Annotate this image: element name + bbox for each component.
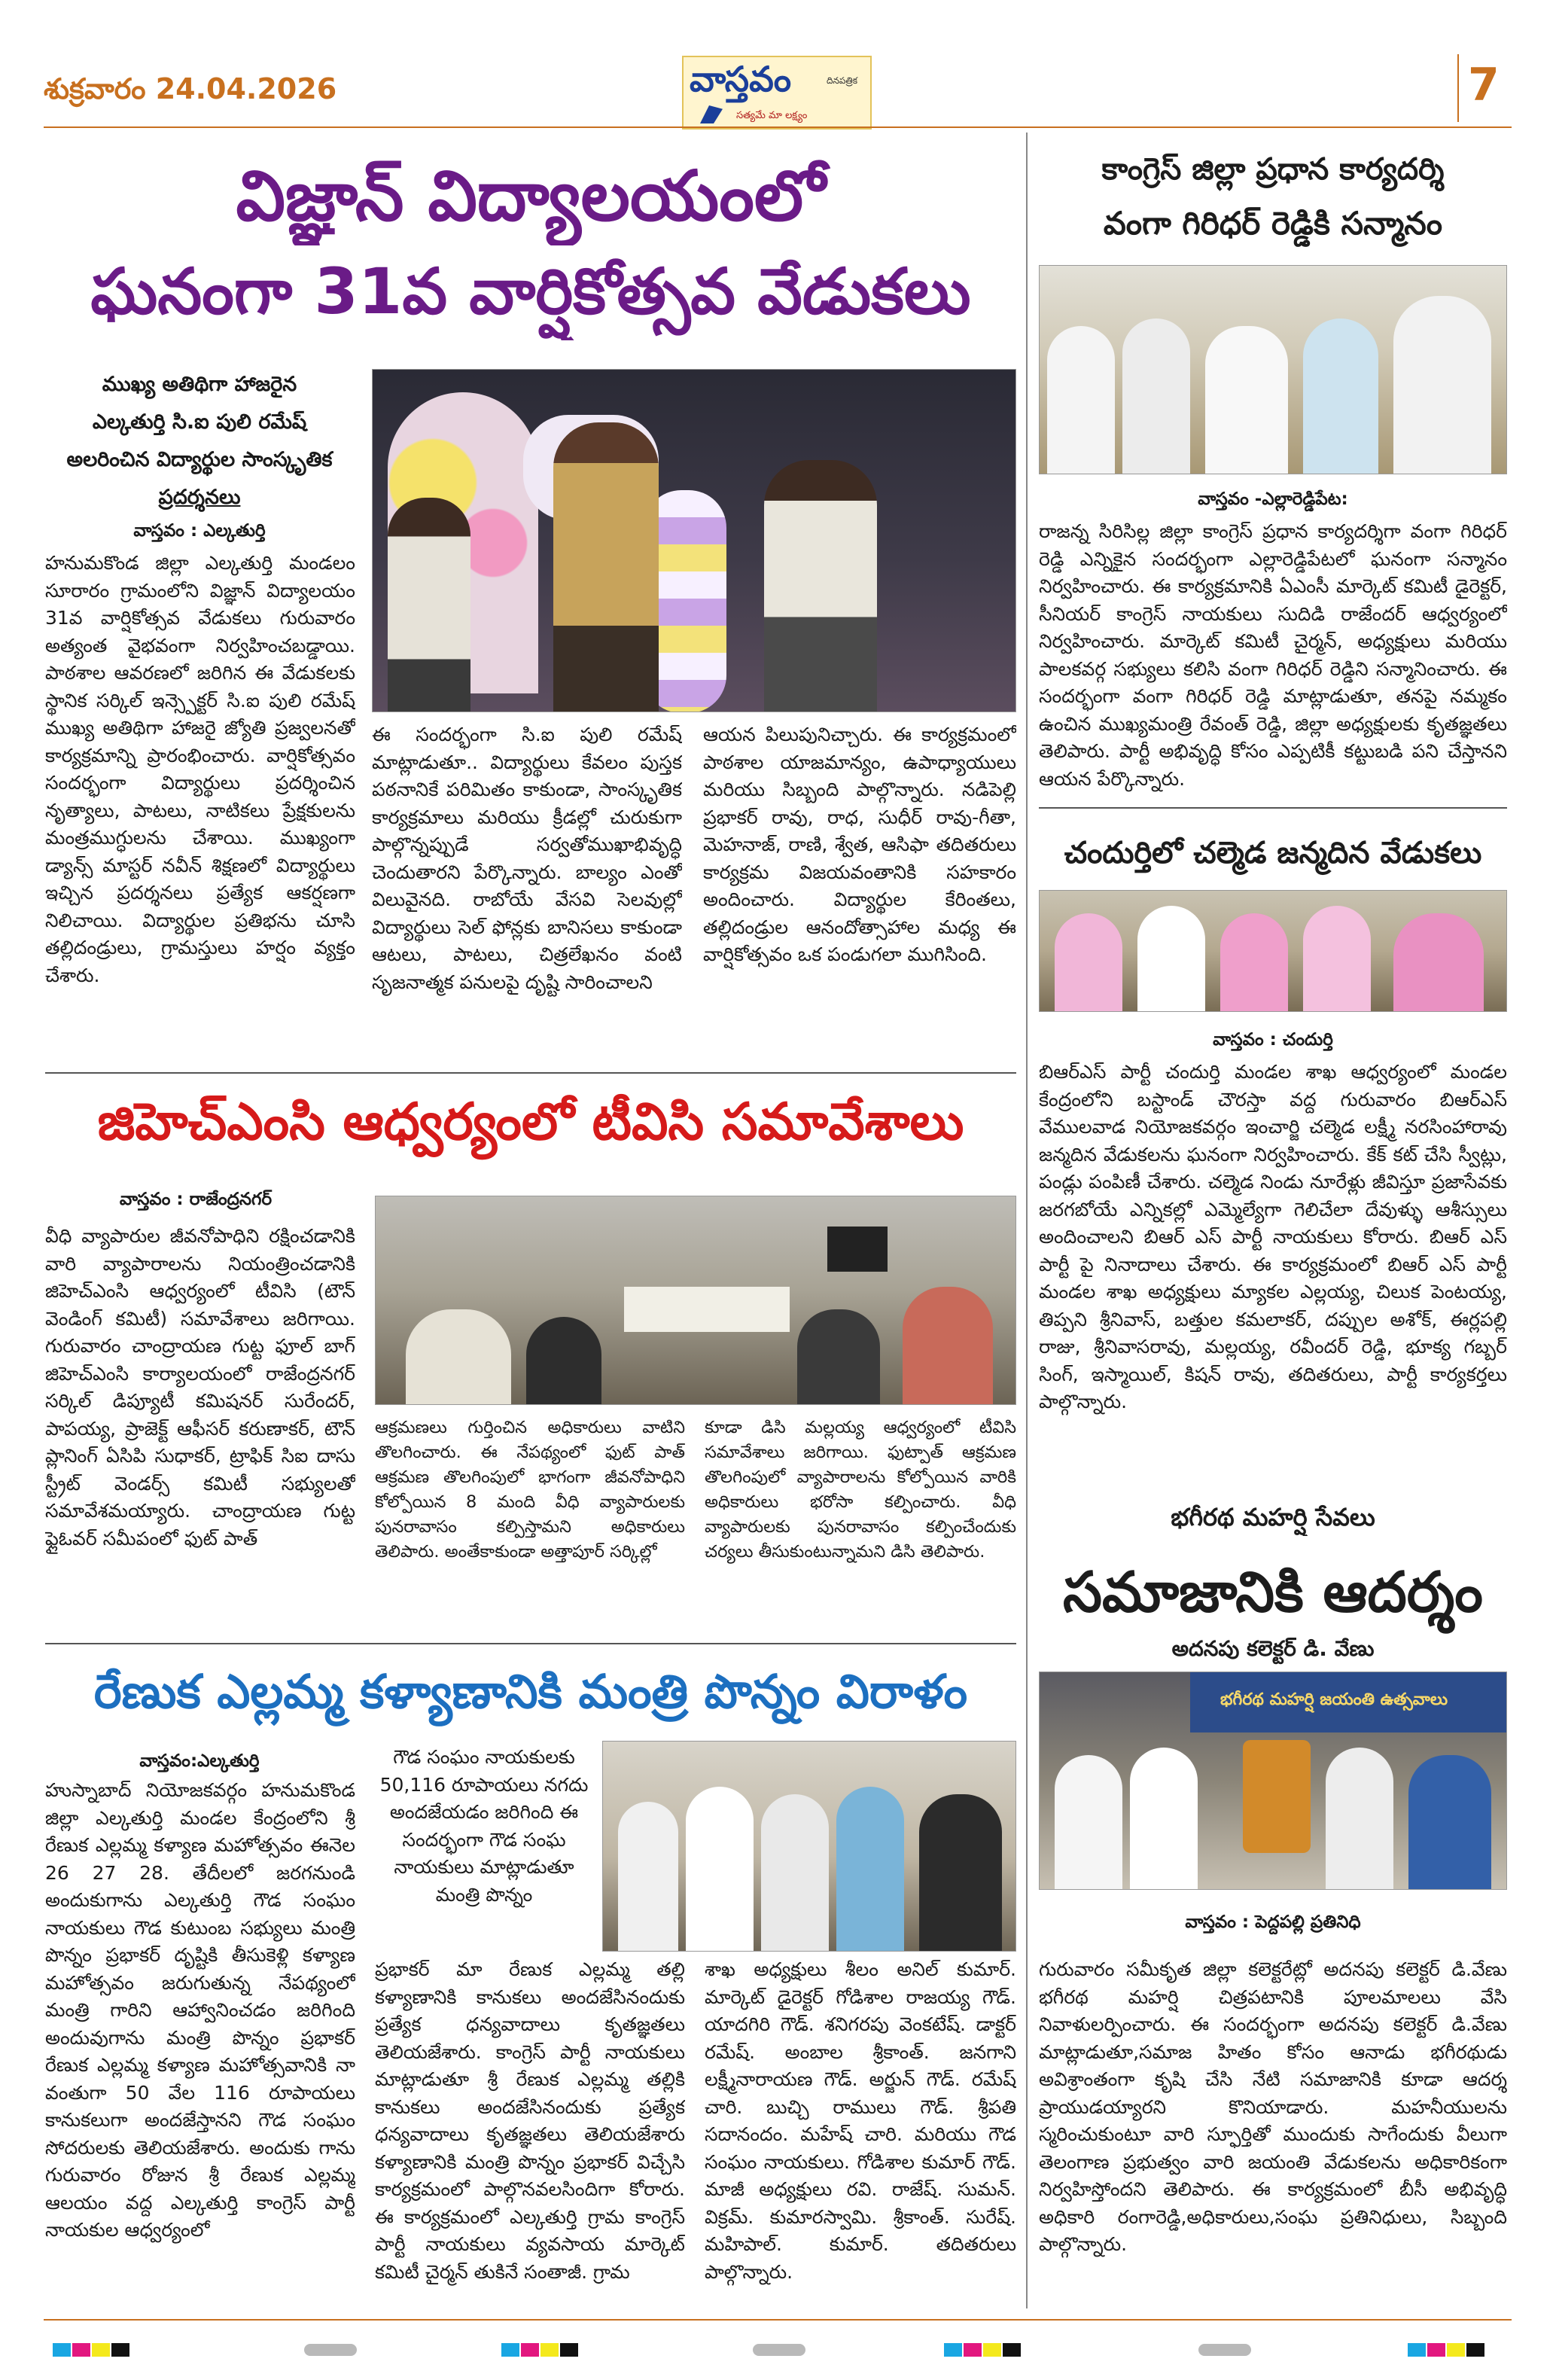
felicitation-person (1122, 318, 1190, 474)
masthead-side-label: దినపత్రిక (827, 75, 858, 86)
column-divider (1026, 133, 1028, 2308)
story2-col1: వీధి వ్యాపారుల జీవనోపాధిని రక్షించడానికి వారి వ్యాపారాలను నియంత్రించడానికి జిహెచ్ఎంసి ఆధ్వర్యంలో టీవిసి (టౌన్ వెండింగ్ కమిటీ) సమావేశాలు జరిగాయి. గురువారం చాంద్రాయణ గుట్ట ఫూల్ బాగ్ జిహెచ్ఎంసి కార్యాలయంలో రాజేంద్రనగర్ సర్కిల్ డిప్యూటీ కమిషనర్ సురేందర్, పాపయ్య, ప్రాజెక్ట్ ఆఫీసర్ కరుణాకర్, టౌన్ ప్లానింగ్ ఏసిపి సుధాకర్, ట్రాఫిక్ సిఐ దాసు స్ట్రీట్ వెండర్స్ కమిటీ సభ్యులతో సమావేశమయ్యారు. చాంద్రాయణ గుట్ట ఫ్లైఓవర్ సమీపంలో ఫుట్ పాత్ (45, 1225, 355, 1550)
felicitation-person (1047, 326, 1115, 474)
masthead-title: వాస్తవం (690, 59, 792, 99)
right2-body: బిఆర్ఎస్ పార్టీ చందుర్తి మండల శాఖ ఆధ్వర్యంలో మండల కేంద్రంలోని బస్టాండ్ చౌరస్తా వద్ద గురువారం బిఆర్ఎస్ వేములవాడ నియోజకవర్గం ఇంచార్జి చల్మెడ లక్ష్మీ నరసింహారావు జన్మదిన వేడుకలను ఘనంగా నిర్వహించారు. కేక్ కట్ చేసి స్వీట్లు, పండ్లు పంపిణీ చేశారు. చల్మెడ నిండు నూరేళ్లు జీవిస్తూ ప్రజాసేవకు జరగబోయే ఎన్నికల్లో ఎమ్మెల్యేగా గెలిచేలా దేవుళ్ళు ఆశీస్సులు అందించాలని బిఆర్ ఎస్ పార్టీ నాయకులు కోరారు. బిఆర్ ఎస్ పార్టీ పై నినాదాలు చేశారు. ఈ కార్యక్రమంలో బిఆర్ ఎస్ పార్టీ మండల శాఖ అధ్యక్షులు మ్యాకల ఎల్లయ్య, చిలుక పెంటయ్య, తిప్పని శ్రీనివాస్, బత్తుల కమలాకర్, దప్పుల అశోక్, ఈర్లపల్లి రాజు, శ్రీనివాసరావు, మల్లయ్య, రవీందర్ రెడ్డి, భూక్య గబ్బర్ సింగ్, ఇస్మాయిల్, కిషన్ రావు, తదితరులు, పార్టీ కార్యకర్తలు పాల్గొన్నారు. (1039, 1061, 1507, 1412)
story1-headline-line2: ఘనంగా 31వ వార్షికోత్సవ వేడుకలు (90, 254, 971, 328)
register-pill (304, 2344, 357, 2356)
right3-subhead: అదనపు కలెక్టర్ డి. వేణు (1171, 1636, 1375, 1661)
right1-headline-line1: కాంగ్రెస్ జిల్లా ప్రధాన కార్యదర్శి (1101, 152, 1445, 187)
story1-dateline: వాస్తవం : ఎల్కతుర్తి (133, 521, 266, 541)
story1-rule (45, 1072, 1016, 1074)
right2-dateline: వాస్తవం : చందుర్తి (1213, 1030, 1333, 1050)
tribute-person (1055, 1755, 1122, 1890)
register-pill (753, 2344, 805, 2356)
right1-headline-line2: వంగా గిరిధర్ రెడ్డికి సన్మానం (1103, 205, 1443, 242)
header-rule (44, 126, 1512, 128)
felicitation-person (1303, 318, 1378, 474)
color-swatch (72, 2343, 90, 2357)
right3-body: గురువారం సమీకృత జిల్లా కలెక్టరేట్లో అదనపు కలెక్టర్ డి.వేణు భగీరథ మహర్షి చిత్రపటానికి పూలమాలలు వేసి నివాళులర్పించారు. ఈ సందర్భంగా అదనపు కలెక్టర్ డి.వేణు మాట్లాడుతూ,సమాజ హితం కోసం ఆనాడు భగీరథుడు అవిశ్రాంతంగా కృషి చేసి నేటి సమాజానికి కూడా ఆదర్శ ప్రాయుడయ్యారని కొనియాడారు. మహనీయులను స్మరించుకుంటూ వారి స్ఫూర్తితో ముందుకు సాగేందుకు వీలుగా తెలంగాణ ప్రభుత్వం వారి జయంతి వేడుకలను అధికారికంగా నిర్వహిస్తోందని తెలిపారు. ఈ కార్యక్రమంలో బీసీ అభివృద్ధి అధికారి రంగారెడ్డి,అధికారులు,సంఘ ప్రతినిధులు, సిబ్బంది పాల్గొన్నారు. (1039, 1958, 1507, 2255)
tribute-person (1130, 1748, 1198, 1890)
color-swatch (964, 2343, 982, 2357)
birthday-person (1137, 906, 1205, 1012)
register-pill (1198, 2344, 1251, 2356)
story1-subhead: ఎల్కతుర్తి సి.ఐ పులి రమేష్ (92, 410, 307, 434)
color-swatch (560, 2343, 578, 2357)
color-swatch (1003, 2343, 1021, 2357)
birthday-person (1220, 913, 1288, 1012)
color-swatch (983, 2343, 1001, 2357)
story3-col1: హుస్నాబాద్ నియోజకవర్గం హనుమకొండ జిల్లా ఎల్కతుర్తి మండల కేంద్రంలోని శ్రీ రేణుక ఎల్లమ్మ కళ్యాణ మహోత్సవం ఈనెల 26 27 28. తేదీలలో జరగనుండి అందుకుగాను ఎల్కతుర్తి గౌడ సంఘం నాయకులు గౌడ కుటుంబ సభ్యులు మంత్రి పొన్నం ప్రభాకర్ దృష్టికి తీసుకెళ్లి కళ్యాణ మహోత్సవం జరుగుతున్న నేపథ్యంలో మంత్రి గారిని ఆహ్వానించడం జరిగింది అందువుగాను మంత్రి పొన్నం ప్రభాకర్ రేణుక ఎల్లమ్మ కళ్యాణ మహోత్సవానికి నా వంతుగా 50 వేల 116 రూపాయలు కానుకలుగా అందజేస్తానని గౌడ సంఘం సోదరులకు తెలియజేశారు. అందుకు గాను గురువారం రోజున శ్రీ రేణుక ఎల్లమ్మ ఆలయం వద్ద ఎల్కతుర్తి కాంగ్రెస్ పార్టీ నాయకుల ఆధ్వర్యంలో (45, 1779, 355, 2241)
story1-col2: ఈ సందర్భంగా సి.ఐ పులి రమేష్ మాట్లాడుతూ.. విద్యార్థులు కేవలం పుస్తక పఠనానికే పరిమితం కాకుండా, సాంస్కృతిక కార్యక్రమాలు మరియు క్రీడల్లో చురుకుగా పాల్గొన్నప్పుడే సర్వతోముఖాభివృద్ధి చెందుతారని పేర్కొన్నారు. బాల్యం ఎంతో విలువైనది. రాబోయే వేసవి సెలవుల్లో విద్యార్థులు సెల్ ఫోన్లకు బానిసలు కాకుండా ఆటలు, పాటలు, చిత్రలేఖనం వంటి సృజనాత్మక పనులపై దృష్టి సారించాలని (372, 724, 682, 993)
footer-rule (44, 2319, 1512, 2321)
birthday-person (1303, 906, 1371, 1012)
right3-headline: సమాజానికి ఆదర్శం (1063, 1560, 1483, 1625)
story1-col1: హనుమకొండ జిల్లా ఎల్కతుర్తి మండలం సూరారం గ్రామంలోని విజ్ఞాన్ విద్యాలయం 31వ వార్షికోత్సవ వేడుకలు గురువారం అత్యంత వైభవంగా నిర్వహించబడ్డాయి. పాఠశాల ఆవరణలో జరిగిన ఈ వేడుకలకు స్థానిక సర్కిల్ ఇన్స్పెక్టర్ సి.ఐ పులి రమేష్ ముఖ్య అతిథిగా హాజరై జ్యోతి ప్రజ్వలనతో కార్యక్రమాన్ని ప్రారంభించారు. వార్షికోత్సవం సందర్భంగా విద్యార్థులు ప్రదర్శించిన నృత్యాలు, పాటలు, నాటికలు ప్రేక్షకులను మంత్రముగ్ధులను చేశాయి. ముఖ్యంగా డ్యాన్స్ మాస్టర్ నవీన్ శిక్షణలో విద్యార్థులు ఇచ్చిన ప్రదర్శనలు ప్రత్యేక ఆకర్షణగా నిలిచాయి. విద్యార్థుల ప్రతిభను చూసి తల్లిదండ్రులు, గ్రామస్తులు హర్షం వ్యక్తం చేశారు. (45, 552, 355, 986)
color-swatch (92, 2343, 110, 2357)
felicitation-person (1393, 296, 1491, 474)
meeting-person (526, 1317, 601, 1405)
story1-subhead: ముఖ్య అతిథిగా హాజరైన (102, 373, 297, 396)
person-left (388, 498, 470, 712)
color-swatch (1408, 2343, 1426, 2357)
color-swatch (111, 2343, 129, 2357)
meeting-table (624, 1287, 790, 1332)
person-officer (553, 422, 659, 712)
story1-subhead: అలరించిన విద్యార్థుల సాంస్కృతిక (66, 448, 333, 471)
story1-headline-line1: విజ్ఞాన్ విద్యాలయంలో (236, 156, 826, 236)
donation-person (618, 1802, 678, 1952)
page-date: శుక్రవారం 24.04.2026 (44, 72, 337, 105)
meeting-person (903, 1287, 993, 1405)
story1-subheads (45, 366, 354, 517)
color-swatch (1427, 2343, 1445, 2357)
story1-col3: ఆయన పిలుపునిచ్చారు. ఈ కార్యక్రమంలో పాఠశాల యాజమాన్యం, ఉపాధ్యాయులు మరియు సిబ్బంది పాల్గొన్నారు. నడిపెల్లి ప్రభాకర్ రావు, రాధ, సుధీర్ రావు-గీతా, మెహనాజ్, రాణి, శ్వేత, ఆసిఫా తదితరులు కార్యక్రమ విజయవంతానికి సహకారం అందించారు. విద్యార్థుల కేరింతలు, తల్లిదండ్రుల ఆనందోత్సాహాల మధ్య ఈ వార్షికోత్సవం ఒక పండుగలా ముగిసింది. (703, 724, 1016, 965)
page-number-divider (1457, 54, 1459, 122)
person-right (764, 460, 877, 712)
right1-dateline: వాస్తవం -ఎల్లారెడ్డిపేట: (1198, 489, 1348, 509)
meeting-tv (827, 1227, 888, 1272)
story2-dateline: వాస్తవం : రాజేంద్రనగర్ (119, 1190, 273, 1209)
story3-photo-donation (602, 1741, 1016, 1952)
color-swatch (1447, 2343, 1465, 2357)
color-swatch (521, 2343, 539, 2357)
story3-col2-bottom: ప్రభాకర్ మా రేణుక ఎల్లమ్మ తల్లి కళ్యాణానికి కానుకలు అందజేసినందుకు ప్రత్యేక ధన్యవాదాలు కృతజ్ఞతలు తెలియజేశారు. కాంగ్రెస్ పార్టీ నాయకులు మాట్లాడుతూ శ్రీ రేణుక ఎల్లమ్మ తల్లికి కానుకలు అందజేసినందుకు ప్రత్యేక ధన్యవాదాలు కృతజ్ఞతలు తెలియజేశారు కళ్యాణానికి మంత్రి పొన్నం ప్రభాకర్ విచ్చేసి కార్యక్రమంలో పాల్గొనవలసిందిగా కోరారు. ఈ కార్యక్రమంలో ఎల్కతుర్తి గ్రామ కాంగ్రెస్ పార్టీ నాయకులు వ్యవసాయ మార్కెట్ కమిటీ చైర్మన్ తుకినే సంతాజీ. గ్రామ (375, 1958, 685, 2283)
page-number: 7 (1468, 59, 1500, 111)
story1-photo-stage (372, 369, 1016, 712)
story3-headline: రేణుక ఎల్లమ్మ కళ్యాణానికి మంత్రి పొన్నం విరాళం (93, 1664, 968, 1719)
birthday-person (1055, 913, 1122, 1012)
story2-col3: కూడా డిసి మల్లయ్య ఆధ్వర్యంలో టీవిసి సమావేశాలు జరిగాయి. ఫుట్పాత్ ఆక్రమణ తొలగింపులో వ్యాపారాలను కోల్పోయిన వారికి అధికారులు భరోసా కల్పించారు. వీధి వ్యాపారులకు పునరావాసం కల్పించేందుకు చర్యలు తీసుకుంటున్నామని డిసి తెలిపారు. (705, 1418, 1016, 1562)
story2-col2: ఆక్రమణలు గుర్తించిన అధికారులు వాటిని తొలగించారు. ఈ నేపథ్యంలో ఫుట్ పాత్ ఆక్రమణ తొలగింపులో భాగంగా జీవనోపాధిని కోల్పోయిన 8 మంది వీధి వ్యాపారులకు పునరావాసం కల్పిస్తామని అధికారులు తెలిపారు. అంతేకాకుండా అత్తాపూర్ సర్కిల్లో (375, 1418, 685, 1562)
felicitation-person (1205, 326, 1288, 474)
story3-col3: శాఖ అధ్యక్షులు శీలం అనిల్ కుమార్. మార్కెట్ డైరెక్టర్ గోడిశాల రాజయ్య గౌడ్. యాదగిరి గౌడ్. శనిగరపు వెంకటేష్. డాక్టర్ రమేష్. అంబాల శ్రీకాంత్. జనగాని లక్ష్మీనారాయణ గౌడ్. అర్జున్ గౌడ్. రమేష్ చారి. బుచ్చి రాములు గౌడ్. శ్రీపతి సదానందం. మహేష్ చారి. మరియు గౌడ సంఘం నాయకులు. గోడిశాల కుమార్ గౌడ్. మాజీ అధ్యక్షులు రవి. రాజేష్. సుమన్. విక్రమ్. కుమారస్వామి. శ్రీకాంత్. సురేష్. మహిపాల్. కుమార్. తదితరులు పాల్గొన్నారు. (705, 1958, 1016, 2283)
birthday-person (1393, 913, 1484, 1012)
donation-person (836, 1787, 904, 1952)
right3-photo-tribute (1039, 1671, 1507, 1890)
color-swatch (53, 2343, 71, 2357)
story2-rule (45, 1643, 1016, 1644)
tribute-person (1408, 1755, 1491, 1890)
right1-rule (1039, 807, 1507, 809)
right1-body: రాజన్న సిరిసిల్ల జిల్లా కాంగ్రెస్ ప్రధాన కార్యదర్శిగా వంగా గిరిధర్ రెడ్డి ఎన్నికైన సందర్భంగా ఎల్లారెడ్డిపేటలో ఘనంగా సన్మానం నిర్వహించారు. ఈ కార్యక్రమానికి ఏఎంసీ మార్కెట్ కమిటీ డైరెక్టర్, సీనియర్ కాంగ్రెస్ నాయకులు సుదిడి రాజేందర్ ఆధ్వర్యంలో నిర్వహించారు. మార్కెట్ కమిటీ చైర్మన్, అధ్యక్షులు మరియు పాలకవర్గ సభ్యులు కలిసి వంగా గిరిధర్ రెడ్డిని సన్మానించారు. ఈ సందర్భంగా వంగా గిరిధర్ రెడ్డి మాట్లాడుతూ, తనపై నమ్మకం ఉంచిన ముఖ్యమంత్రి రేవంత్ రెడ్డి, జిల్లా అధ్యక్షులకు కృతజ్ఞతలు తెలిపారు. పార్టీ అభివృద్ధి కోసం ఎప్పటికీ కట్టుబడి పని చేస్తానని ఆయన పేర్కొన్నారు. (1039, 520, 1507, 790)
right3-kicker: భగీరథ మహర్షి సేవలు (1171, 1503, 1375, 1531)
story3-col2-top: గౌడ సంఘం నాయకులకు 50,116 రూపాయలు నగదు అందజేయడం జరిగింది ఈ సందర్భంగా గౌడ సంఘ నాయకులు మాట్లాడుతూ మంత్రి పొన్నం (379, 1746, 589, 1906)
story2-headline: జిహెచ్ఎంసి ఆధ్వర్యంలో టీవిసి సమావేశాలు (97, 1092, 964, 1152)
tribute-person (1326, 1748, 1393, 1890)
tribute-banner-text: భగీరథ మహర్షి జయంతి ఉత్సవాలు (1220, 1690, 1448, 1709)
color-swatch (540, 2343, 559, 2357)
right1-photo-felicitation (1039, 265, 1507, 474)
meeting-person (797, 1309, 880, 1405)
story2-photo-meeting (375, 1196, 1016, 1405)
story3-dateline: వాస్తవం:ఎల్కతుర్తి (139, 1751, 260, 1771)
right2-photo-birthday (1039, 890, 1507, 1012)
tribute-portrait (1243, 1740, 1311, 1853)
donation-person (761, 1794, 829, 1952)
right3-dateline: వాస్తవం : పెద్దపల్లి ప్రతినిధి (1185, 1912, 1361, 1932)
masthead-tagline: సత్యమే మా లక్ష్యం (736, 110, 808, 121)
story1-subhead: ప్రదర్శనలు (158, 486, 241, 509)
masthead-logo (682, 56, 872, 130)
color-swatch (944, 2343, 962, 2357)
donation-person (919, 1794, 1002, 1952)
color-swatch (501, 2343, 519, 2357)
tribute-banner (1190, 1672, 1506, 1732)
right2-headline: చందుర్తిలో చల్మెడ జన్మదిన వేడుకలు (1064, 836, 1482, 870)
donation-person (686, 1787, 754, 1952)
color-swatch (1466, 2343, 1484, 2357)
meeting-person (406, 1309, 511, 1405)
